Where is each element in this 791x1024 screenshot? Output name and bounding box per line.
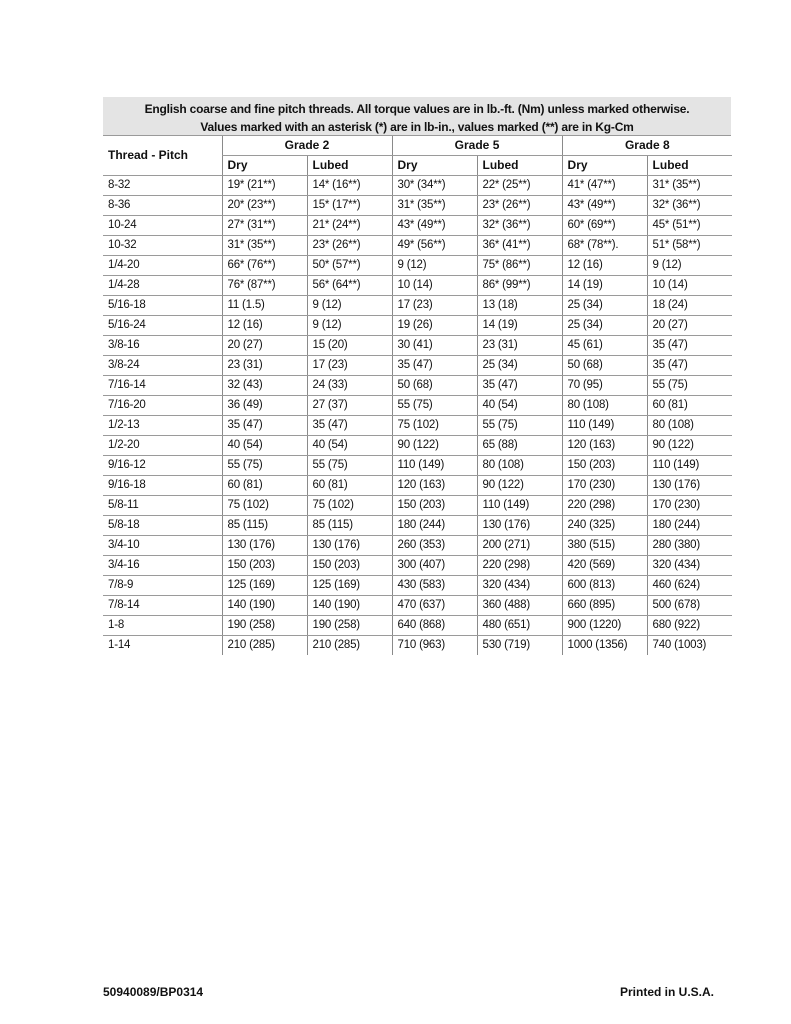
grade-2-lubed-cell: 140 (190) [307, 596, 392, 616]
grade-8-dry-cell: 420 (569) [562, 556, 647, 576]
grade-2-dry-cell: 40 (54) [222, 436, 307, 456]
grade-8-dry-cell: 170 (230) [562, 476, 647, 496]
grade-2-lubed-cell: 55 (75) [307, 456, 392, 476]
grade-8-lubed-header: Lubed [647, 156, 732, 176]
grade-8-dry-cell: 110 (149) [562, 416, 647, 436]
grade-8-lubed-cell: 20 (27) [647, 316, 732, 336]
grade-2-dry-cell: 76* (87**) [222, 276, 307, 296]
grade-8-lubed-cell: 51* (58**) [647, 236, 732, 256]
grade-2-dry-cell: 150 (203) [222, 556, 307, 576]
grade-2-dry-cell: 140 (190) [222, 596, 307, 616]
grade-5-dry-cell: 180 (244) [392, 516, 477, 536]
grade-2-lubed-cell: 50* (57**) [307, 256, 392, 276]
thread-pitch-cell: 7/8-9 [103, 576, 222, 596]
grade-5-dry-cell: 19 (26) [392, 316, 477, 336]
grade-2-lubed-header: Lubed [307, 156, 392, 176]
table-row [103, 376, 732, 396]
grade-8-lubed-cell: 10 (14) [647, 276, 732, 296]
thread-pitch-cell: 3/4-10 [103, 536, 222, 556]
grade-2-lubed-cell: 9 (12) [307, 296, 392, 316]
grade-5-lubed-cell: 25 (34) [477, 356, 562, 376]
grade-8-dry-cell: 43* (49**) [562, 196, 647, 216]
table-row [103, 636, 732, 656]
grade-2-lubed-cell: 21* (24**) [307, 216, 392, 236]
grade-2-dry-cell: 11 (1.5) [222, 296, 307, 316]
grade-5-dry-cell: 110 (149) [392, 456, 477, 476]
grade-8-lubed-cell: 9 (12) [647, 256, 732, 276]
table-row [103, 476, 732, 496]
grade-2-lubed-cell: 190 (258) [307, 616, 392, 636]
grade-2-dry-cell: 210 (285) [222, 636, 307, 656]
grade-2-dry-cell: 12 (16) [222, 316, 307, 336]
grade-2-lubed-cell: 130 (176) [307, 536, 392, 556]
grade-8-lubed-cell: 460 (624) [647, 576, 732, 596]
grade-5-lubed-cell: 13 (18) [477, 296, 562, 316]
grade-2-lubed-cell: 150 (203) [307, 556, 392, 576]
grade-5-lubed-cell: 23 (31) [477, 336, 562, 356]
thread-pitch-cell: 3/4-16 [103, 556, 222, 576]
grade-2-dry-cell: 20 (27) [222, 336, 307, 356]
table-row [103, 216, 732, 236]
table-row [103, 316, 732, 336]
torque-table [103, 97, 731, 655]
table-row [103, 296, 732, 316]
grade-2-dry-cell: 130 (176) [222, 536, 307, 556]
grade-5-lubed-cell: 14 (19) [477, 316, 562, 336]
table-body [103, 176, 732, 656]
grade-2-dry-cell: 35 (47) [222, 416, 307, 436]
grade-5-dry-cell: 9 (12) [392, 256, 477, 276]
grade-5-dry-cell: 31* (35**) [392, 196, 477, 216]
grade-8-lubed-cell: 55 (75) [647, 376, 732, 396]
grade-2-dry-cell: 32 (43) [222, 376, 307, 396]
grade-2-lubed-cell: 15* (17**) [307, 196, 392, 216]
grade-5-header: Grade 5 [392, 136, 562, 156]
grade-8-dry-cell: 60* (69**) [562, 216, 647, 236]
grade-5-dry-cell: 120 (163) [392, 476, 477, 496]
grade-5-dry-cell: 75 (102) [392, 416, 477, 436]
grade-8-dry-cell: 14 (19) [562, 276, 647, 296]
printed-in-label: Printed in U.S.A. [619, 985, 714, 999]
grade-5-lubed-cell: 23* (26**) [477, 196, 562, 216]
grade-2-lubed-cell: 14* (16**) [307, 176, 392, 196]
grade-5-dry-cell: 55 (75) [392, 396, 477, 416]
table-row [103, 456, 732, 476]
table-row [103, 616, 732, 636]
grade-2-lubed-cell: 75 (102) [307, 496, 392, 516]
grade-5-lubed-cell: 36* (41**) [477, 236, 562, 256]
grade-5-dry-cell: 640 (868) [392, 616, 477, 636]
grade-8-dry-cell: 25 (34) [562, 316, 647, 336]
thread-pitch-cell: 3/8-24 [103, 356, 222, 376]
grade-5-dry-header: Dry [392, 156, 477, 176]
table-row [103, 336, 732, 356]
thread-pitch-cell: 1-8 [103, 616, 222, 636]
grade-2-dry-cell: 36 (49) [222, 396, 307, 416]
grade-5-lubed-header: Lubed [477, 156, 562, 176]
grade-5-lubed-cell: 530 (719) [477, 636, 562, 656]
table-row [103, 496, 732, 516]
table-row [103, 396, 732, 416]
caption-line-1: English coarse and fine pitch threads. All torque values are in lb.-ft. (Nm) unless marked otherwise. [144, 102, 690, 116]
grade-8-dry-cell: 900 (1220) [562, 616, 647, 636]
grade-2-dry-cell: 60 (81) [222, 476, 307, 496]
grade-2-dry-cell: 55 (75) [222, 456, 307, 476]
grade-8-lubed-cell: 320 (434) [647, 556, 732, 576]
grade-8-lubed-cell: 180 (244) [647, 516, 732, 536]
grade-2-lubed-cell: 27 (37) [307, 396, 392, 416]
grade-5-lubed-cell: 65 (88) [477, 436, 562, 456]
grade-5-dry-cell: 35 (47) [392, 356, 477, 376]
thread-pitch-cell: 1-14 [108, 639, 131, 651]
grade-8-dry-cell: 220 (298) [562, 496, 647, 516]
grade-5-dry-cell: 43* (49**) [392, 216, 477, 236]
grade-5-dry-cell: 710 (963) [392, 636, 477, 656]
grade-2-lubed-cell: 56* (64**) [307, 276, 392, 296]
thread-pitch-cell: 9/16-18 [103, 476, 222, 496]
grade-5-dry-cell: 430 (583) [392, 576, 477, 596]
grade-5-dry-cell: 470 (637) [392, 596, 477, 616]
table-row [103, 196, 732, 216]
thread-pitch-cell: 5/8-18 [103, 516, 222, 536]
grade-8-dry-cell: 50 (68) [562, 356, 647, 376]
grade-5-lubed-cell: 86* (99**) [477, 276, 562, 296]
grade-5-dry-cell: 260 (353) [392, 536, 477, 556]
grade-2-lubed-cell: 60 (81) [307, 476, 392, 496]
grade-8-lubed-cell: 60 (81) [647, 396, 732, 416]
grade-8-lubed-cell: 45* (51**) [647, 216, 732, 236]
grade-8-dry-cell: 240 (325) [562, 516, 647, 536]
grade-2-lubed-cell: 125 (169) [307, 576, 392, 596]
table-row [103, 236, 732, 256]
thread-pitch-header: Thread - Pitch [103, 136, 222, 176]
grade-8-lubed-cell: 31* (35**) [647, 176, 732, 196]
thread-pitch-cell: 8-36 [103, 196, 222, 216]
grade-5-lubed-cell: 90 (122) [477, 476, 562, 496]
grade-5-lubed-cell: 110 (149) [477, 496, 562, 516]
grade-8-lubed-cell: 130 (176) [647, 476, 732, 496]
grade-5-lubed-cell: 360 (488) [477, 596, 562, 616]
grade-8-lubed-cell: 500 (678) [647, 596, 732, 616]
grade-5-lubed-cell: 40 (54) [477, 396, 562, 416]
grade-8-dry-cell: 380 (515) [562, 536, 647, 556]
grade-5-dry-cell: 49* (56**) [392, 236, 477, 256]
thread-pitch-cell: 10-24 [103, 216, 222, 236]
thread-pitch-cell: 5/16-24 [103, 316, 222, 336]
grade-8-dry-cell: 150 (203) [562, 456, 647, 476]
grade-5-lubed-cell: 200 (271) [477, 536, 562, 556]
grade-2-lubed-cell: 85 (115) [307, 516, 392, 536]
thread-pitch-cell: 5/16-18 [103, 296, 222, 316]
thread-pitch-cell: 1/2-20 [103, 436, 222, 456]
grade-2-dry-cell: 75 (102) [222, 496, 307, 516]
grade-2-dry-cell: 85 (115) [222, 516, 307, 536]
document-number: 50940089/BP0314 [103, 985, 204, 999]
grade-5-dry-cell: 10 (14) [392, 276, 477, 296]
grade-2-lubed-cell: 35 (47) [307, 416, 392, 436]
table-caption [103, 97, 731, 136]
table-row [103, 356, 732, 376]
grade-8-dry-cell: 70 (95) [562, 376, 647, 396]
table-row [103, 436, 732, 456]
grade-5-dry-cell: 17 (23) [392, 296, 477, 316]
grade-5-dry-cell: 150 (203) [392, 496, 477, 516]
grade-2-lubed-cell: 24 (33) [307, 376, 392, 396]
grade-header-row [103, 136, 732, 156]
grade-2-dry-cell: 190 (258) [222, 616, 307, 636]
grade-2-dry-header: Dry [222, 156, 307, 176]
grade-2-lubed-cell: 40 (54) [307, 436, 392, 456]
grade-8-lubed-cell: 680 (922) [647, 616, 732, 636]
grade-8-dry-cell: 600 (813) [562, 576, 647, 596]
grade-5-dry-cell: 300 (407) [392, 556, 477, 576]
grade-2-header: Grade 2 [222, 136, 392, 156]
grade-8-dry-cell: 1000 (1356) [562, 636, 647, 656]
grade-8-lubed-cell: 110 (149) [647, 456, 732, 476]
grade-8-lubed-cell: 280 (380) [647, 536, 732, 556]
table-row [103, 516, 732, 536]
table-row [103, 176, 732, 196]
grade-5-lubed-cell: 35 (47) [477, 376, 562, 396]
grade-8-dry-cell: 660 (895) [562, 596, 647, 616]
grade-5-lubed-cell: 75* (86**) [477, 256, 562, 276]
grade-8-dry-cell: 45 (61) [562, 336, 647, 356]
grade-2-lubed-cell: 15 (20) [307, 336, 392, 356]
grade-5-lubed-cell: 80 (108) [477, 456, 562, 476]
thread-pitch-cell: 5/8-11 [103, 496, 222, 516]
grade-8-lubed-cell: 90 (122) [647, 436, 732, 456]
grade-2-dry-cell: 31* (35**) [222, 236, 307, 256]
thread-pitch-cell: 8-32 [103, 176, 222, 196]
thread-pitch-cell: 3/8-16 [103, 336, 222, 356]
table-row [103, 536, 732, 556]
grade-5-lubed-cell: 130 (176) [477, 516, 562, 536]
thread-pitch-cell: 7/16-20 [103, 396, 222, 416]
grade-2-dry-cell: 20* (23**) [222, 196, 307, 216]
grade-2-dry-cell: 66* (76**) [222, 256, 307, 276]
grade-2-dry-cell: 23 (31) [222, 356, 307, 376]
table-row [103, 596, 732, 616]
grade-8-dry-cell: 120 (163) [562, 436, 647, 456]
grade-8-dry-cell: 68* (78**). [562, 236, 647, 256]
grade-2-lubed-cell: 210 (285) [307, 636, 392, 656]
grade-5-dry-cell: 30 (41) [392, 336, 477, 356]
grade-2-lubed-cell: 23* (26**) [307, 236, 392, 256]
caption-line-2: Values marked with an asterisk (*) are in lb-in., values marked (**) are in Kg-Cm [200, 120, 634, 134]
grade-5-lubed-cell: 32* (36**) [477, 216, 562, 236]
grade-8-lubed-cell: 740 (1003) [647, 636, 732, 656]
grade-8-lubed-cell: 80 (108) [647, 416, 732, 436]
torque-values-table [103, 136, 732, 655]
thread-pitch-cell: 10-32 [103, 236, 222, 256]
grade-5-lubed-cell: 22* (25**) [477, 176, 562, 196]
thread-pitch-cell: 1/2-13 [103, 416, 222, 436]
grade-8-header: Grade 8 [562, 136, 732, 156]
grade-2-dry-cell: 125 (169) [222, 576, 307, 596]
table-row [103, 556, 732, 576]
table-row [103, 276, 732, 296]
grade-2-dry-cell: 27* (31**) [222, 216, 307, 236]
table-row [103, 576, 732, 596]
grade-2-lubed-cell: 9 (12) [307, 316, 392, 336]
grade-8-dry-cell: 41* (47**) [562, 176, 647, 196]
grade-8-dry-cell: 25 (34) [562, 296, 647, 316]
grade-8-lubed-cell: 170 (230) [647, 496, 732, 516]
thread-pitch-cell: 7/8-14 [103, 596, 222, 616]
grade-8-dry-cell: 12 (16) [562, 256, 647, 276]
grade-5-dry-cell: 50 (68) [392, 376, 477, 396]
thread-pitch-cell: 1/4-20 [103, 256, 222, 276]
grade-5-dry-cell: 90 (122) [392, 436, 477, 456]
grade-8-lubed-cell: 35 (47) [647, 356, 732, 376]
grade-5-lubed-cell: 320 (434) [477, 576, 562, 596]
grade-8-lubed-cell: 32* (36**) [647, 196, 732, 216]
thread-pitch-cell: 7/16-14 [103, 376, 222, 396]
grade-8-lubed-cell: 35 (47) [647, 336, 732, 356]
grade-5-lubed-cell: 55 (75) [477, 416, 562, 436]
grade-5-lubed-cell: 220 (298) [477, 556, 562, 576]
thread-pitch-cell: 9/16-12 [103, 456, 222, 476]
grade-8-dry-header: Dry [562, 156, 647, 176]
grade-5-dry-cell: 30* (34**) [392, 176, 477, 196]
table-row [103, 256, 732, 276]
grade-2-lubed-cell: 17 (23) [307, 356, 392, 376]
grade-8-lubed-cell: 18 (24) [647, 296, 732, 316]
grade-5-lubed-cell: 480 (651) [477, 616, 562, 636]
grade-2-dry-cell: 19* (21**) [222, 176, 307, 196]
grade-8-dry-cell: 80 (108) [562, 396, 647, 416]
thread-pitch-cell: 1/4-28 [103, 276, 222, 296]
table-row [103, 416, 732, 436]
